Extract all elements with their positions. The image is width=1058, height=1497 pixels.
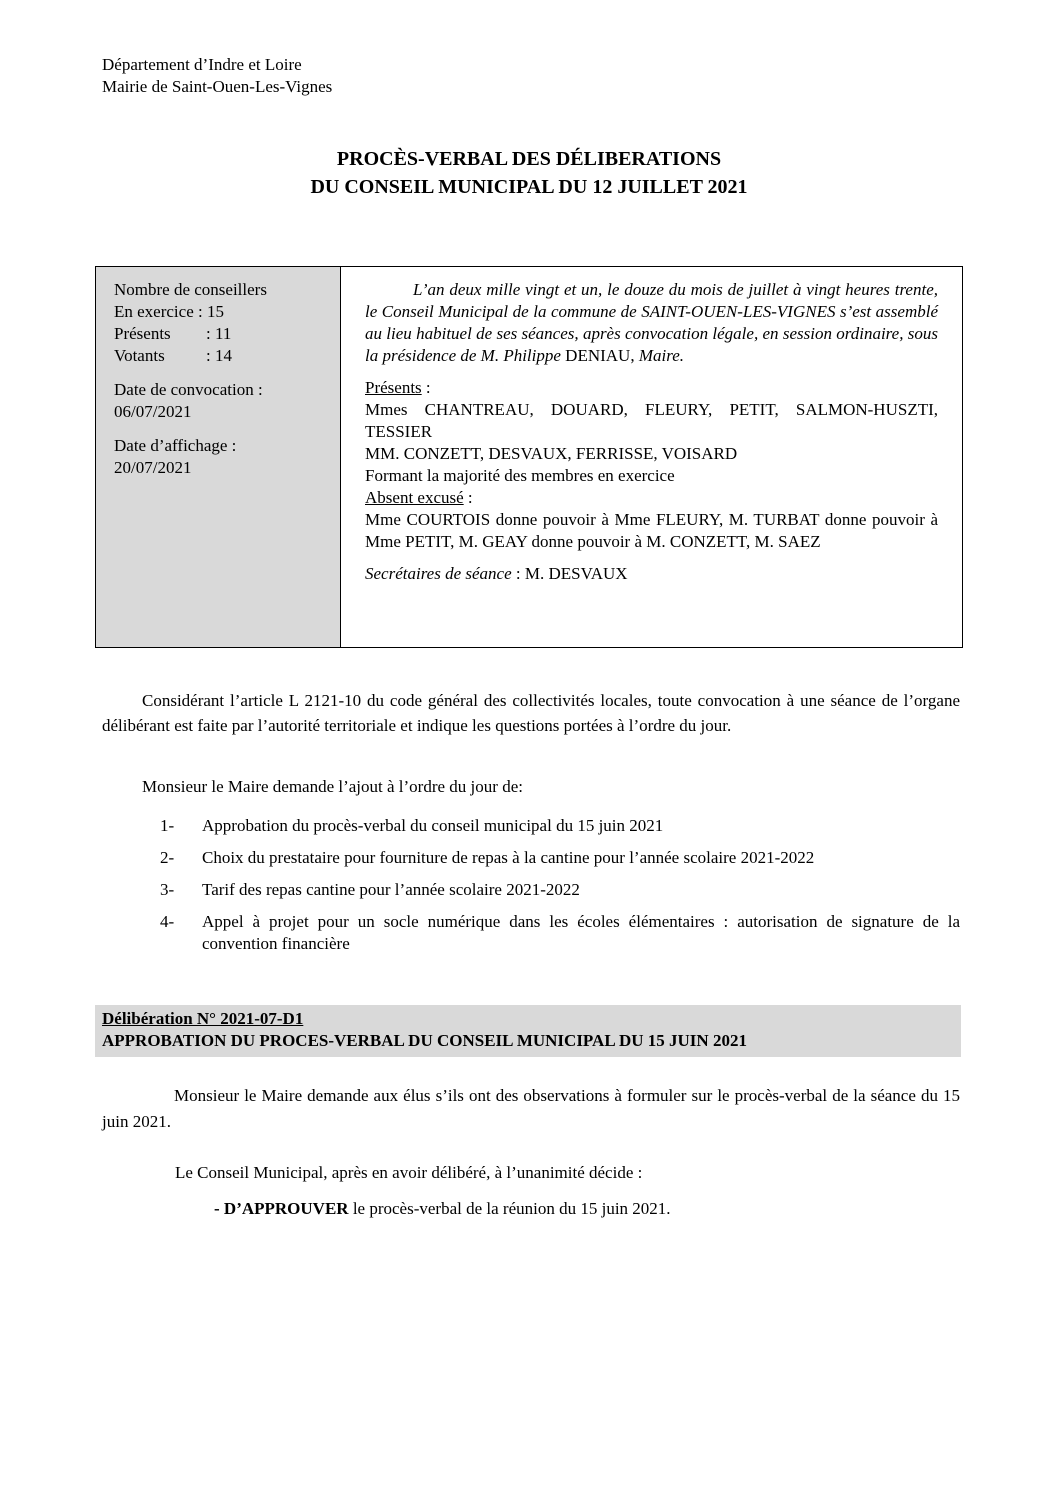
deliberation-number: Délibération N° 2021-07-D1	[102, 1009, 304, 1028]
session-info-box	[95, 266, 963, 648]
observations-paragraph: Monsieur le Maire demande aux élus s’ils ont des observations à formuler sur le procès-verbal de la séance du 15 juin 2021.	[102, 1086, 960, 1131]
list-item-text: Choix du prestataire pour fourniture de repas à la cantine pour l’année scolaire 2021-2022	[202, 848, 815, 867]
list-item	[160, 911, 960, 955]
list-item-number: 2-	[160, 848, 175, 867]
list-item-text: Tarif des repas cantine pour l’année scolaire 2021-2022	[202, 880, 580, 899]
list-item	[160, 815, 960, 837]
document-header	[102, 54, 332, 98]
deliberation-header	[95, 1005, 961, 1057]
en-exercice-label: En exercice	[114, 302, 194, 321]
president-title: Maire.	[638, 346, 684, 365]
absent-heading-line	[365, 487, 938, 509]
title-line-1: PROCÈS-VERBAL DES DÉLIBERATIONS	[336, 148, 722, 170]
preamble-intro: L’an deux mille vingt et un, le douze du mois de juillet à vingt heures trente, le Conseil Municipal de la commune de SAINT-OUEN-LES-VIGNES s’est assemblé au lieu habituel de ses séances, après convocation légale, en session ordinaire, sous la présidence de M. Philippe	[365, 280, 938, 365]
presents-mm: MM. CONZETT, DESVAUX, FERRISSE, VOISARD	[365, 444, 738, 463]
list-item-number: 4-	[160, 912, 175, 931]
department-line: Département d’Indre et Loire	[102, 55, 302, 74]
majorite-line: Formant la majorité des membres en exercice	[365, 466, 675, 485]
list-item-number: 1-	[160, 816, 175, 835]
page-title	[0, 145, 1058, 201]
deliberation-heading: APPROBATION DU PROCES-VERBAL DU CONSEIL MUNICIPAL DU 15 JUIN 2021	[102, 1031, 747, 1050]
votants-value: : 14	[206, 346, 232, 365]
presents-count-line	[114, 323, 340, 345]
presents-heading: Présents	[365, 378, 422, 397]
votants-label: Votants	[114, 346, 165, 365]
absent-text: Mme COURTOIS donne pouvoir à Mme FLEURY, M. TURBAT donne pouvoir à Mme PETIT, M. GEAY donne pouvoir à M. CONZETT, M. SAEZ	[365, 510, 938, 551]
list-item	[160, 879, 960, 901]
secretaire-value: : M. DESVAUX	[511, 564, 628, 583]
presents-count-label: Présents	[114, 324, 171, 343]
convocation-date: 06/07/2021	[114, 402, 192, 421]
secretaire-label: Secrétaires de séance	[365, 564, 512, 583]
nombre-conseillers-label: Nombre de conseillers	[114, 280, 267, 299]
ajout-paragraph: Monsieur le Maire demande l’ajout à l’ordre du jour de:	[142, 777, 523, 796]
votants-line	[114, 345, 340, 367]
en-exercice-value: : 15	[198, 302, 224, 321]
list-item-text: Approbation du procès-verbal du conseil municipal du 15 juin 2021	[202, 816, 664, 835]
session-details-panel	[341, 267, 962, 647]
decision-rest: le procès-verbal de la réunion du 15 juin 2021.	[348, 1199, 671, 1218]
absent-heading: Absent excusé	[365, 488, 464, 507]
decision-bold: - D’APPROUVER	[214, 1199, 349, 1218]
secretaire-line	[365, 563, 938, 585]
agenda-list	[160, 815, 960, 965]
presents-mmes: Mmes CHANTREAU, DOUARD, FLEURY, PETIT, SALMON-HUSZTI, TESSIER	[365, 400, 938, 441]
title-line-2: DU CONSEIL MUNICIPAL DU 12 JUILLET 2021	[310, 176, 748, 198]
affichage-label: Date d’affichage :	[114, 436, 237, 455]
affichage-date: 20/07/2021	[114, 458, 192, 477]
presents-count-value: : 11	[206, 324, 232, 343]
list-item-number: 3-	[160, 880, 175, 899]
preamble-paragraph	[365, 279, 938, 367]
decision-intro: Le Conseil Municipal, après en avoir délibéré, à l’unanimité décide :	[175, 1163, 643, 1182]
decision-line	[214, 1198, 954, 1220]
presents-heading-line	[365, 377, 938, 399]
list-item	[160, 847, 960, 869]
list-item-text: Appel à projet pour un socle numérique dans les écoles élémentaires : autorisation de signature de la convention financière	[202, 912, 960, 953]
absent-heading-colon: :	[463, 488, 473, 507]
president-name: DENIAU,	[565, 346, 635, 365]
mairie-line: Mairie de Saint-Ouen-Les-Vignes	[102, 77, 333, 96]
convocation-label: Date de convocation :	[114, 380, 263, 399]
council-stats-panel	[96, 267, 341, 647]
presents-heading-colon: :	[421, 378, 431, 397]
considerant-paragraph: Considérant l’article L 2121-10 du code général des collectivités locales, toute convocation à une séance de l’organe délibérant est faite par l’autorité territoriale et indique les questions portées à l’ordre du jour.	[102, 691, 960, 735]
en-exercice-line	[114, 301, 340, 323]
